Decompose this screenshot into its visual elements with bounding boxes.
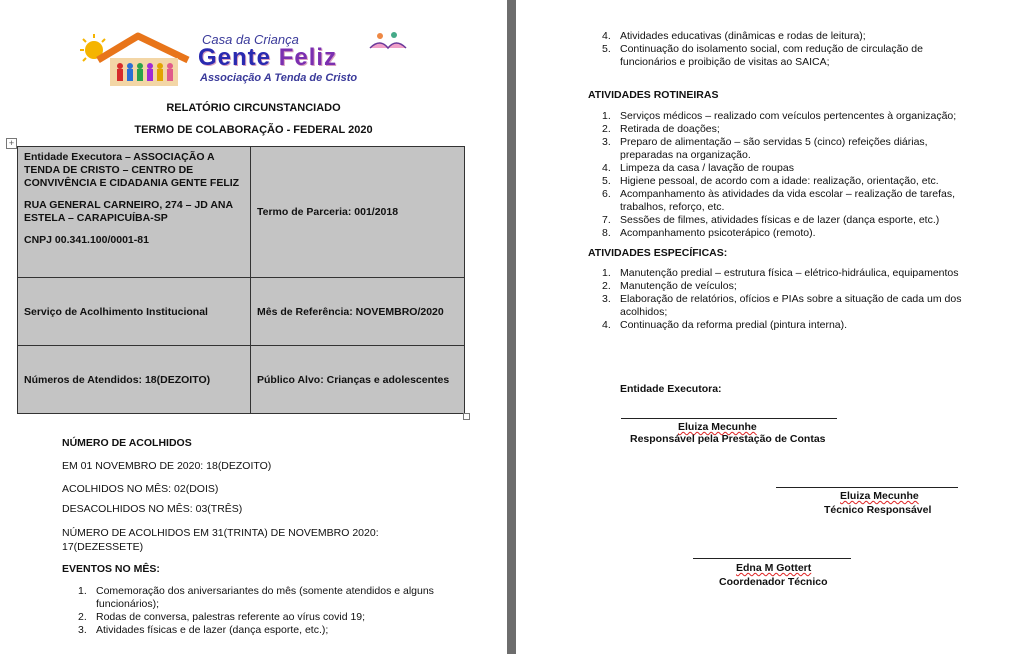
table-move-handle-icon[interactable]: + [6, 138, 17, 149]
list-number: 4. [602, 30, 611, 42]
list-text: Retirada de doações; [620, 123, 720, 135]
list-item [602, 136, 982, 162]
cell-mes-referencia: Mês de Referência: NOVEMBRO/2020 [251, 278, 465, 346]
list-text: Continuação do isolamento social, com redução de circulação de funcionários e proibição de visitas ao SAICA; [620, 43, 923, 68]
book-icon [368, 30, 408, 52]
list-text: Atividades educativas (dinâmicas e rodas de leitura); [620, 30, 866, 42]
cell-publico-alvo: Público Alvo: Crianças e adolescentes [251, 346, 465, 414]
list-number: 3. [602, 136, 611, 148]
list-item [78, 585, 438, 611]
list-number: 3. [602, 293, 611, 305]
rotineiras-list [602, 110, 982, 240]
list-item [602, 123, 982, 136]
list-text: Acompanhamento às atividades da vida escolar – realização de tarefas, trabalhos, reforço, etc. [620, 188, 956, 213]
acolhidos-inicio: EM 01 NOVEMBRO DE 2020: 18(DEZOITO) [62, 460, 272, 472]
list-text: Preparo de alimentação – são servidas 5 (cinco) refeições diárias, preparadas na organização. [620, 136, 928, 161]
cell-entidade [18, 147, 251, 278]
list-text: Acompanhamento psicoterápico (remoto). [620, 227, 816, 239]
list-number: 4. [602, 319, 611, 331]
list-number: 2. [602, 280, 611, 292]
eventos-heading: EVENTOS NO MÊS: [62, 563, 160, 575]
especificas-list [602, 267, 992, 332]
logo-word-gente: Gente [198, 44, 272, 71]
list-number: 4. [602, 162, 611, 174]
list-text: Serviços médicos – realizado com veículos pertencentes à organização; [620, 110, 957, 122]
cell-atendidos: Números de Atendidos: 18(DEZOITO) [18, 346, 251, 414]
report-subtitle: TERMO DE COLABORAÇÃO - FEDERAL 2020 [134, 124, 373, 136]
list-item [602, 267, 992, 280]
list-item [602, 293, 992, 319]
list-item [602, 162, 982, 175]
eventos-list-continued [602, 30, 962, 69]
list-text: Elaboração de relatórios, ofícios e PIAs sobre a situação de cada um dos acolhidos; [620, 293, 962, 318]
list-item [78, 611, 438, 624]
rotineiras-heading: ATIVIDADES ROTINEIRAS [588, 89, 719, 101]
eventos-list [78, 585, 438, 637]
list-text: Continuação da reforma predial (pintura interna). [620, 319, 848, 331]
signature-2-role: Técnico Responsável [824, 504, 932, 516]
list-number: 1. [602, 267, 611, 279]
list-number: 6. [602, 188, 611, 200]
list-text: Manutenção de veículos; [620, 280, 737, 292]
list-item [602, 319, 992, 332]
list-number: 2. [602, 123, 611, 135]
list-text: Atividades físicas e de lazer (dança esporte, etc.); [96, 624, 329, 636]
signature-line [776, 487, 958, 488]
list-item [602, 43, 962, 69]
table-resize-handle[interactable] [463, 413, 470, 420]
list-item [78, 624, 438, 637]
signature-3-name [736, 561, 811, 575]
desacolhidos-mes: DESACOLHIDOS NO MÊS: 03(TRÊS) [62, 503, 243, 515]
list-number: 5. [602, 43, 611, 55]
list-item [602, 280, 992, 293]
list-text: Sessões de filmes, atividades físicas e de lazer (dança esporte, etc.) [620, 214, 940, 226]
info-table [17, 146, 465, 414]
list-text: Comemoração dos aniversariantes do mês (somente atendidos e alguns funcionários); [96, 585, 434, 610]
signature-3-role: Coordenador Técnico [719, 576, 828, 588]
organization-logo [76, 28, 436, 90]
signature-line [693, 558, 851, 559]
cell-servico: Serviço de Acolhimento Institucional [18, 278, 251, 346]
signature-3-name-text: Edna M Gottert [736, 562, 812, 574]
logo-text-casa: Casa da Criança [202, 32, 299, 47]
list-text: Limpeza da casa / lavação de roupas [620, 162, 794, 174]
list-item [602, 30, 962, 43]
list-text: Manutenção predial – estrutura física – elétrico-hidráulica, equipamentos [620, 267, 959, 279]
endereco-text: RUA GENERAL CARNEIRO, 274 – JD ANA ESTELA – CARAPICUÍBA-SP [24, 199, 233, 224]
list-item [602, 175, 982, 188]
document-page-right [516, 0, 1024, 654]
list-text: Rodas de conversa, palestras referente ao vírus covid 19; [96, 611, 366, 623]
list-number: 1. [78, 585, 87, 597]
list-number: 3. [78, 624, 87, 636]
acolhidos-heading: NÚMERO DE ACOLHIDOS [62, 437, 192, 449]
list-item [602, 214, 982, 227]
list-number: 1. [602, 110, 611, 122]
logo-text-gente-feliz [198, 44, 337, 72]
cnpj-text: CNPJ 00.341.100/0001-81 [24, 234, 149, 246]
report-title: RELATÓRIO CIRCUNSTANCIADO [166, 102, 341, 114]
signature-2-name-text: Eluiza Mecunhe [840, 490, 919, 502]
list-number: 5. [602, 175, 611, 187]
entidade-executora-label: Entidade Executora: [620, 383, 722, 395]
list-number: 7. [602, 214, 611, 226]
signature-1-name-text: Eluiza Mecunhe [678, 421, 757, 433]
acolhidos-mes: ACOLHIDOS NO MÊS: 02(DOIS) [62, 483, 219, 495]
acolhidos-fim: NÚMERO DE ACOLHIDOS EM 31(TRINTA) DE NOVEMBRO 2020: 17(DEZESSETE) [62, 527, 379, 553]
cell-termo: Termo de Parceria: 001/2018 [251, 147, 465, 278]
logo-text-associacao: Associação A Tenda de Cristo [200, 72, 358, 84]
logo-word-feliz: Feliz [278, 44, 338, 71]
list-item [602, 110, 982, 123]
signature-line [621, 418, 837, 419]
list-text: Higiene pessoal, de acordo com a idade: realização, orientação, etc. [620, 175, 939, 187]
especificas-heading: ATIVIDADES ESPECÍFICAS: [588, 247, 728, 259]
house-logo-icon [76, 30, 194, 88]
list-item [602, 227, 982, 240]
signature-2-name [840, 489, 919, 503]
list-number: 8. [602, 227, 611, 239]
signature-1-role: Responsável pela Prestação de Contas [630, 433, 826, 445]
list-item [602, 188, 982, 214]
list-number: 2. [78, 611, 87, 623]
document-page-left [0, 0, 507, 654]
entidade-text: Entidade Executora – ASSOCIAÇÃO A TENDA DE CRISTO – CENTRO DE CONVIVÊNCIA E CIDADANIA GENTE FELIZ [24, 151, 240, 189]
